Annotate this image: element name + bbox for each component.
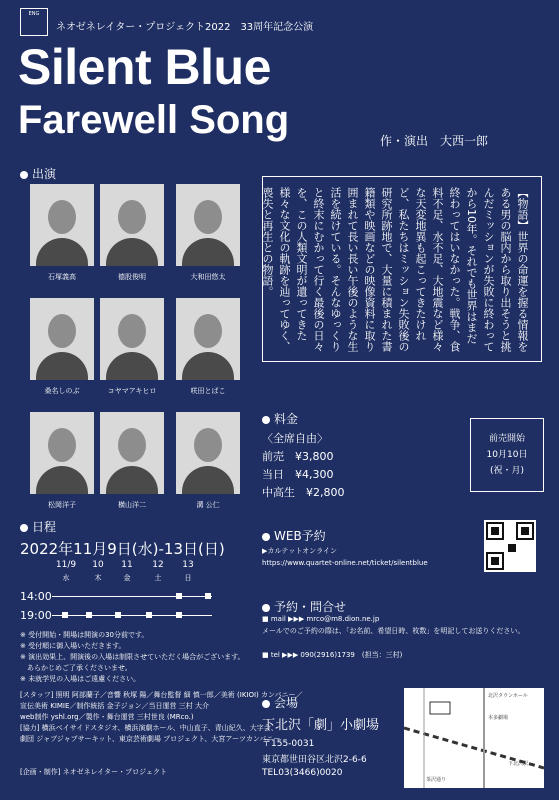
cast-name: 大和田悠太 — [190, 273, 226, 281]
qr-code[interactable] — [484, 520, 536, 572]
price-subhead: 〈全席自由〉 — [262, 432, 328, 445]
schedule-dow: 日 — [184, 574, 192, 582]
bullet-icon — [20, 171, 28, 179]
web-heading: WEB予約 — [262, 527, 326, 544]
bullet-icon — [262, 416, 270, 424]
director-label: 作・演出 — [380, 134, 429, 148]
schedule-dow: 金 — [123, 574, 131, 582]
performance-marker — [205, 593, 211, 599]
bullet-icon — [262, 700, 270, 708]
cast-name: コヤマアキヒロ — [107, 387, 157, 395]
schedule-dow: 木 — [94, 574, 102, 582]
schedule-note: ※ 受付順に御入場いただきます。 — [20, 642, 126, 650]
schedule-date: 13 — [182, 560, 194, 570]
schedule-line — [52, 596, 212, 597]
schedule-note: ※ 受付開始・開場は開演の30分前です。 — [20, 631, 149, 639]
date-range: 2022年11月9日(水)-13日(日) — [20, 540, 225, 558]
cast-photo — [100, 412, 164, 494]
cast-photo — [176, 412, 240, 494]
schedule-note: ※ 未就学児の入場はご遠慮ください。 — [20, 675, 141, 683]
time-1900: 19:00 — [20, 609, 52, 622]
venue-zip: 〒155-0031 — [262, 739, 315, 749]
cast-photo — [100, 184, 164, 266]
schedule-line — [52, 615, 212, 616]
title-line-1: Silent Blue — [18, 39, 271, 95]
performance-marker — [115, 612, 121, 618]
venue-map — [404, 688, 544, 788]
top-line: ネオゼネレイター・プロジェクト2022 33周年記念公演 — [56, 22, 314, 33]
cast-name: 咲田とばこ — [190, 387, 226, 395]
schedule-date: 10 — [92, 560, 104, 570]
cast-name: 松岡洋子 — [48, 501, 76, 509]
title-line-2: Farewell Song — [18, 98, 290, 142]
performance-marker — [176, 593, 182, 599]
contact-heading: 予約・問合せ — [262, 598, 346, 615]
cast-heading: 出演 — [20, 165, 56, 182]
schedule-date: 12 — [152, 560, 164, 570]
schedule-date: 11 — [121, 560, 133, 570]
map-label: 茶沢通り — [426, 777, 447, 783]
schedule-dow: 土 — [154, 574, 162, 582]
map-label: 本多劇場 — [488, 715, 509, 721]
schedule-heading: 日程 — [20, 518, 56, 535]
cast-name: 桑名しのぶ — [44, 387, 80, 395]
director-name: 大西一郎 — [440, 134, 489, 148]
logo: ENG — [20, 8, 48, 36]
map-label: 北沢タウンホール — [488, 693, 528, 699]
bullet-icon — [262, 533, 270, 541]
staff-credits: [スタッフ] 照明 阿部蘭子／音響 秋塚 陽／舞台監督 細 慎一郎／美術 (IKIOI) カンパニー／ 宣伝美術 KIMIE／制作統括 金子ジョン／当日運営 三村 大介 web制作 yshl.org／製作・舞台運営 三村世良 (MRco.) [協力] 横浜ベイサイドスタジオ、横浜演劇ホール、中山直子、青山紀久、大字会、 劇団 ジャブジャブサーキット、東京芸術劇場 プロジェクト、大宮アーツカンパニー [企画・制作] ネオゼネレイター・プロジェクト — [20, 691, 303, 776]
venue-name: 下北沢「劇」小劇場 — [262, 718, 380, 733]
schedule-date: 11/9 — [55, 560, 77, 570]
cast-name: 德股俊明 — [118, 273, 146, 281]
performance-marker — [86, 612, 92, 618]
sale-start-box: 前売開始 10月10日 (祝・月) — [470, 418, 544, 492]
price-row: 当日 ¥4,300 — [262, 468, 334, 481]
story-box — [262, 176, 542, 362]
cast-photo — [30, 412, 94, 494]
cast-photo — [30, 184, 94, 266]
contact-mail-note: メールでのご予約の際は、「お名前、希望日時、枚数」を明記してお送りください。 — [262, 627, 525, 635]
schedule-dow: 水 — [62, 574, 70, 582]
performance-marker — [176, 612, 182, 618]
performance-marker — [62, 612, 68, 618]
bullet-icon — [262, 604, 270, 612]
web-url[interactable]: https://www.quartet-online.net/ticket/silentblue — [262, 559, 428, 567]
cast-photo — [30, 298, 94, 380]
cast-photo — [100, 298, 164, 380]
price-heading: 料金 — [262, 410, 298, 427]
cast-photo — [176, 298, 240, 380]
cast-name: 横山洋二 — [118, 501, 146, 509]
map-drawing — [404, 688, 544, 788]
cast-photo — [176, 184, 240, 266]
bullet-icon — [20, 524, 28, 532]
venue-tel: TEL03(3466)0020 — [262, 768, 343, 778]
schedule-notes — [20, 630, 245, 685]
price-row: 中高生 ¥2,800 — [262, 486, 345, 499]
venue-address: 東京都世田谷区北沢2-6-6 — [262, 755, 367, 765]
schedule-note: あらかじめご了承くださいませ。 — [20, 664, 132, 672]
schedule-note: ※ 演出効果上、開演後の入場は制限させていただく場合がございます。 — [20, 653, 245, 661]
cast-name: 溝 公仁 — [196, 501, 220, 509]
contact-mail[interactable]: ■ mail ▶▶▶ mrco@m8.dion.ne.jp — [262, 615, 380, 623]
time-1400: 14:00 — [20, 590, 52, 603]
web-service: ▶カルテットオンライン — [262, 547, 337, 555]
price-row: 前売 ¥3,800 — [262, 450, 334, 463]
map-label: 下北沢駅 — [508, 761, 529, 767]
venue-heading: 会場 — [262, 694, 298, 711]
director-credit — [380, 132, 488, 149]
performance-marker — [146, 612, 152, 618]
contact-tel[interactable]: ■ tel ▶▶▶ 090(2916)1739 (担当：三村) — [262, 651, 403, 659]
cast-name: 石塚義高 — [48, 273, 76, 281]
story-text: 【物語】世界の命運を握る情報をある男の脳内から取り出そうと挑んだミッションが失敗に終わってから10年。それでも世界はまだ終わってはいなかった。戦争、食料不足、水不足、大地震など様々な天変地異も起こってきたけれど、私たちはミッション失敗後の研究所跡地で、大量に積まれた書籍類や映画などの映像資料に取り囲まれて長い長い午後のような生活を続けている。そんなゆっくりと終末にむかって行く最後の日々を、この人類文明が遺ってきた様々な文化の軌跡を辿ってゆく、喪失と再生との物語。 — [261, 187, 529, 352]
